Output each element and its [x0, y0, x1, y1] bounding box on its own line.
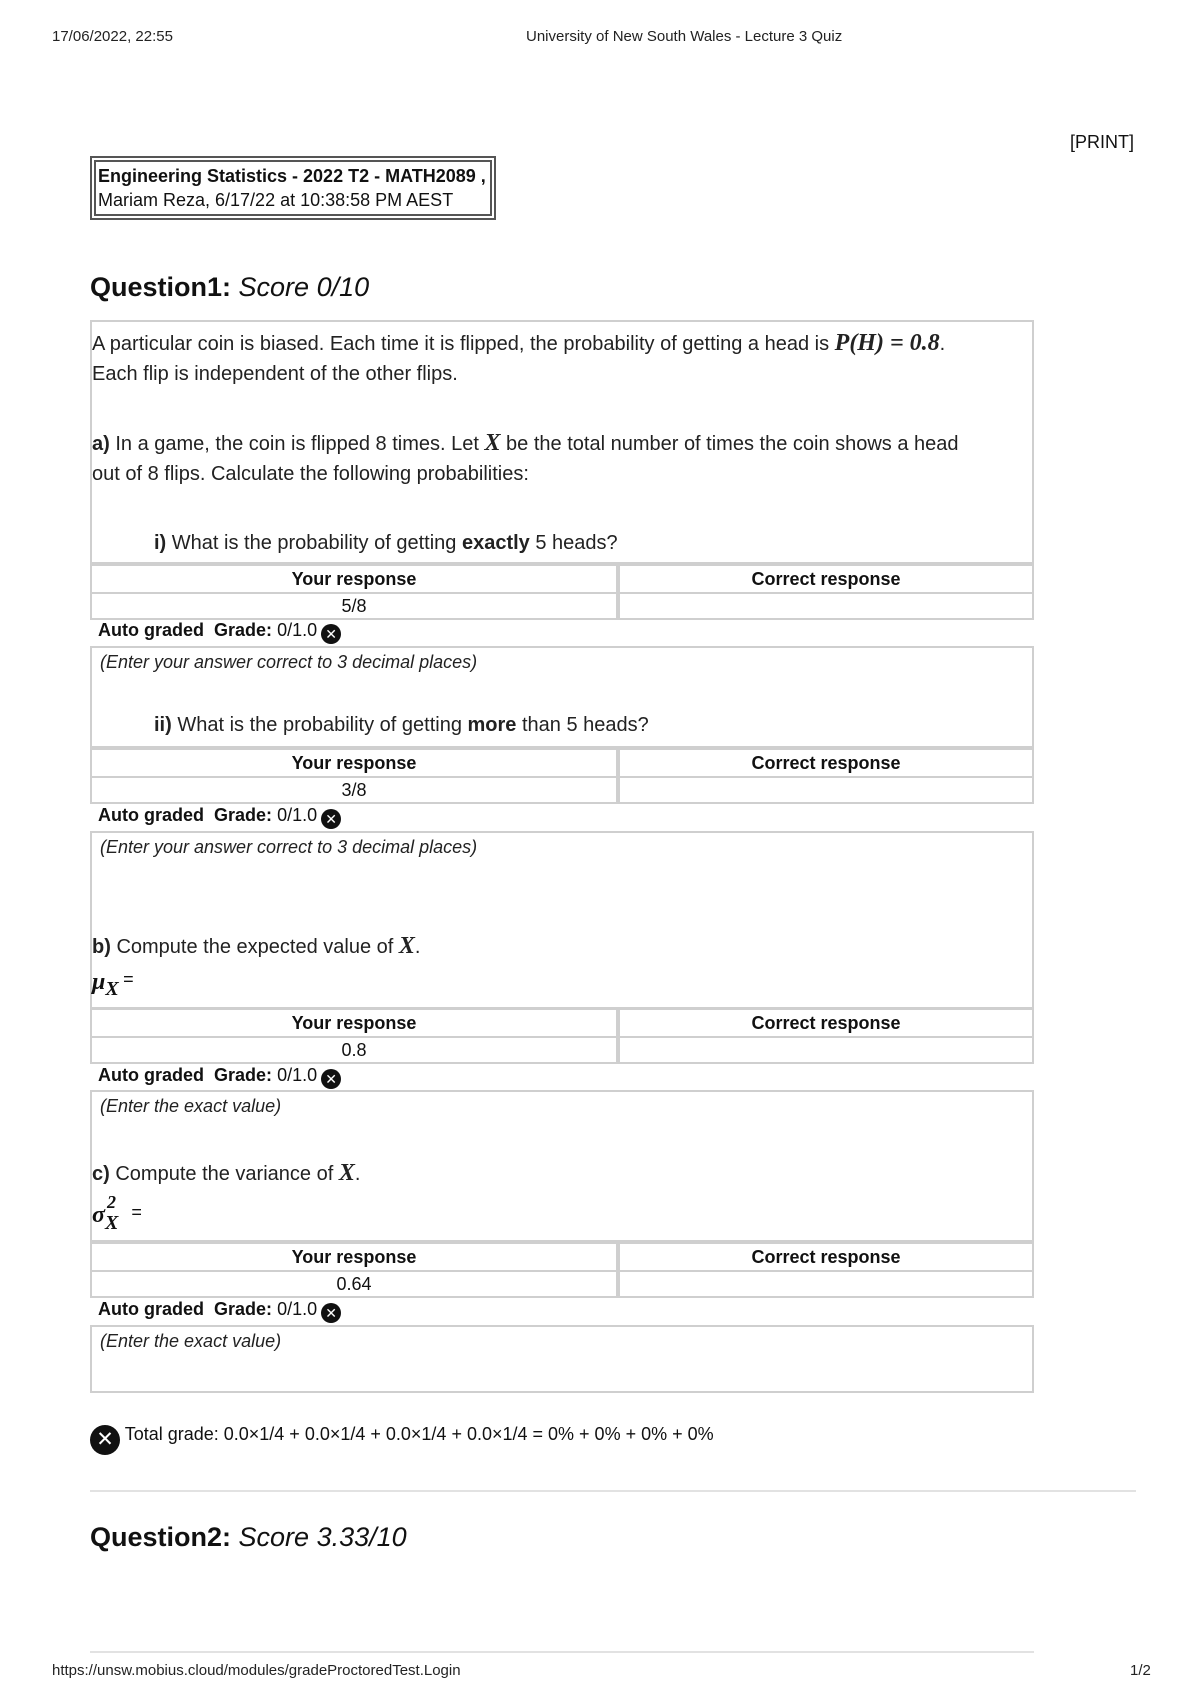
question-divider — [90, 1490, 1136, 1492]
grade-value: 0/1.0 — [277, 1065, 318, 1085]
grade-label: Grade: — [214, 805, 273, 825]
correct-response-value — [618, 776, 1034, 804]
your-response-value: 0.8 — [90, 1036, 618, 1064]
part-c-prompt: Compute the variance of — [115, 1163, 334, 1185]
grade-line-1 — [98, 620, 341, 644]
answer-hint: (Enter your answer correct to 3 decimal places) — [100, 837, 478, 857]
sub-question-ii — [154, 710, 649, 741]
grade-label: Grade: — [214, 1065, 273, 1085]
part-c-period: . — [354, 1163, 361, 1185]
your-response-value: 3/8 — [90, 776, 618, 804]
x-circle-icon: ✕ — [321, 809, 341, 829]
part-a-text-3: out of 8 flips. Calculate the following probabilities: — [92, 463, 529, 485]
part-c-label: c) — [92, 1163, 110, 1185]
answer-hint: (Enter your answer correct to 3 decimal places) — [100, 652, 478, 672]
sub-question-i — [154, 528, 618, 559]
footer-divider — [90, 1651, 1034, 1653]
response-header-row-2 — [90, 748, 1034, 778]
equals-sign: = — [123, 969, 134, 989]
response-header-row-3 — [90, 1008, 1034, 1038]
sub-ii-label: ii) — [154, 714, 172, 736]
question-body-part-c — [90, 1090, 1034, 1242]
x-circle-icon: ✕ — [90, 1425, 120, 1455]
question2-score: Score 3.33/10 — [238, 1522, 407, 1552]
equals-sign: = — [131, 1202, 142, 1222]
part-a-text-1: In a game, the coin is flipped 8 times. Let — [115, 433, 479, 455]
grade-line-4 — [98, 1299, 341, 1323]
part-b-prompt: Compute the expected value of — [116, 936, 394, 958]
course-title: Engineering Statistics - 2022 T2 - MATH2089 , — [98, 166, 486, 186]
question1-score: Score 0/10 — [238, 272, 370, 302]
grade-value: 0/1.0 — [277, 805, 318, 825]
mu-x-formula — [92, 969, 134, 1001]
sub-i-post: 5 heads? — [535, 532, 618, 554]
your-response-value: 5/8 — [90, 592, 618, 620]
print-timestamp: 17/06/2022, 22:55 — [52, 28, 173, 45]
grade-value: 0/1.0 — [277, 1299, 318, 1319]
part-a-text-2: be the total number of times the coin shows a head — [506, 433, 959, 455]
your-response-header: Your response — [90, 1008, 618, 1038]
grade-line-2 — [98, 805, 341, 829]
response-row-2 — [90, 776, 1034, 804]
course-info-box — [90, 156, 496, 220]
part-a-label: a) — [92, 433, 110, 455]
intro-period: . — [939, 333, 946, 355]
response-header-row-1 — [90, 564, 1034, 594]
answer-hint: (Enter the exact value) — [100, 1331, 282, 1351]
response-row-3 — [90, 1036, 1034, 1064]
auto-graded-label: Auto graded — [98, 805, 204, 825]
grade-label: Grade: — [214, 1299, 273, 1319]
part-b-label: b) — [92, 936, 111, 958]
your-response-header: Your response — [90, 1242, 618, 1272]
correct-response-header: Correct response — [618, 748, 1034, 778]
mu-symbol: μ — [92, 969, 106, 995]
probability-formula: P(H) = 0.8 — [834, 330, 940, 356]
part-b-text — [92, 931, 420, 963]
x-circle-icon: ✕ — [321, 624, 341, 644]
footer-page-number: 1/2 — [1130, 1662, 1151, 1679]
sigma-subscript: X — [104, 1212, 119, 1234]
response-row-4 — [90, 1270, 1034, 1298]
student-info: Mariam Reza, 6/17/22 at 10:38:58 PM AEST — [98, 190, 454, 210]
footer-url[interactable]: https://unsw.mobius.cloud/modules/gradeProctoredTest.Login — [52, 1662, 461, 1679]
mu-subscript: X — [105, 978, 119, 1000]
sub-i-label: i) — [154, 532, 167, 554]
question-body-part-a — [90, 320, 1034, 564]
your-response-header: Your response — [90, 748, 618, 778]
question1-title — [90, 272, 369, 303]
sub-i-bold: exactly — [461, 532, 530, 554]
your-response-header: Your response — [90, 564, 618, 594]
sub-i-text: What is the probability of getting — [171, 532, 457, 554]
part-c-text — [92, 1158, 360, 1190]
sigma-symbol: σ — [92, 1202, 105, 1228]
your-response-value: 0.64 — [90, 1270, 618, 1298]
print-page-title: University of New South Wales - Lecture 3 Quiz — [526, 28, 843, 45]
grade-label: Grade: — [214, 620, 273, 640]
auto-graded-label: Auto graded — [98, 1299, 204, 1319]
print-link[interactable]: [PRINT] — [1070, 132, 1135, 152]
total-grade-text: Total grade: 0.0×1/4 + 0.0×1/4 + 0.0×1/4 + 0.0×1/4 = 0% + 0% + 0% + 0% — [124, 1424, 714, 1444]
variable-x: X — [338, 1160, 355, 1186]
sub-ii-post: than 5 heads? — [521, 714, 649, 736]
x-circle-icon: ✕ — [321, 1303, 341, 1323]
auto-graded-label: Auto graded — [98, 1065, 204, 1085]
question-body-part-b — [90, 831, 1034, 1009]
variable-x: X — [484, 430, 501, 456]
correct-response-header: Correct response — [618, 564, 1034, 594]
variable-x: X — [398, 933, 415, 959]
part-a-text — [92, 428, 959, 460]
correct-response-value — [618, 592, 1034, 620]
question2-label: Question2: — [90, 1522, 232, 1552]
sub-ii-bold: more — [467, 714, 517, 736]
correct-response-header: Correct response — [618, 1242, 1034, 1272]
x-circle-icon: ✕ — [321, 1069, 341, 1089]
correct-response-value — [618, 1036, 1034, 1064]
question-body-part-a-ii — [90, 646, 1034, 748]
response-header-row-4 — [90, 1242, 1034, 1272]
sigma-x-formula — [92, 1192, 142, 1238]
intro-text-2: Each flip is independent of the other flips. — [92, 363, 458, 385]
hint-box-4 — [90, 1325, 1034, 1393]
correct-response-value — [618, 1270, 1034, 1298]
question1-label: Question1: — [90, 272, 232, 302]
auto-graded-label: Auto graded — [98, 620, 204, 640]
sigma-superscript: 2 — [106, 1192, 116, 1212]
intro-text: A particular coin is biased. Each time it is flipped, the probability of getting a head is — [92, 333, 830, 355]
response-row-1 — [90, 592, 1034, 620]
correct-response-header: Correct response — [618, 1008, 1034, 1038]
part-b-period: . — [414, 936, 421, 958]
sub-ii-text: What is the probability of getting — [177, 714, 462, 736]
answer-hint: (Enter the exact value) — [100, 1096, 282, 1116]
question2-title — [90, 1522, 407, 1553]
total-grade-line — [90, 1424, 714, 1455]
grade-value: 0/1.0 — [277, 620, 318, 640]
grade-line-3 — [98, 1065, 341, 1089]
